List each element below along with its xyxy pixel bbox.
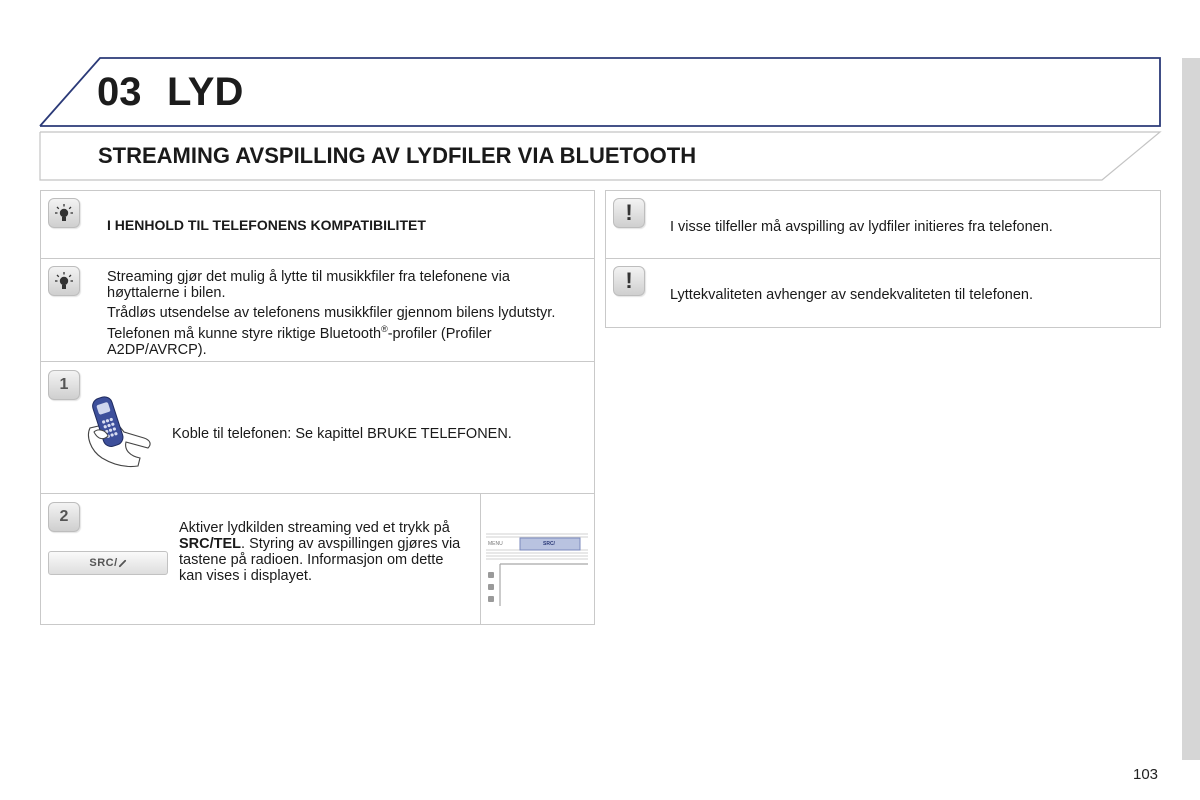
radio-menu-label: MENU [488,541,503,547]
lightbulb-icon [48,266,80,296]
src-tel-button[interactable] [48,551,168,575]
exclamation-icon: ! [613,198,645,228]
step2-number: 2 [48,502,80,532]
radio-src-label: SRC/ [543,541,555,547]
registered-mark: ® [381,324,388,334]
step1-text: Koble til telefonen: Se kapittel BRUKE TELEFONEN. [172,426,512,442]
section-title: STREAMING AVSPILLING AV LYDFILER VIA BLUETOOTH [98,143,697,168]
info-paragraph-2-end: -profiler (Profiler A2DP/AVRCP). [107,325,492,358]
warning1-text: I visse tilfeller må avspilling av lydfiler initieres fra telefonen. [670,219,1053,235]
compat-heading: I HENHOLD TIL TELEFONENS KOMPATIBILITET [107,217,426,233]
page-number: 103 [1133,766,1159,783]
src-button-label: SRC/ [89,557,118,569]
info-paragraph-1: Streaming gjør det mulig å lytte til musikkfiler fra telefonene via høyttalerne i bilen. [107,269,510,301]
info-paragraph-2 [107,305,582,358]
phone-in-hand-icon [84,392,154,470]
step1-number: 1 [48,370,80,400]
warning2-text: Lyttekvaliteten avhenger av sendekvaliteten til telefonen. [670,287,1034,303]
chapter-title: LYD [167,70,244,114]
step2-text-end: . Styring av avspillingen gjøres via tastene på radioen. Informasjon om dette kan vises i displayet. [179,536,461,584]
info-paragraph-2-text: Trådløs utsendelse av telefonens musikkfiler gjennom bilens lydutstyr. Telefonen må kunne styre riktige Bluetooth [107,305,556,342]
src-tel-keyword: SRC/TEL [179,536,242,552]
step2-text [179,520,469,584]
page-edge-strip [1182,58,1200,760]
lightbulb-icon [48,198,80,228]
handset-icon [118,559,127,568]
chapter-number: 03 [97,70,142,114]
exclamation-icon: ! [613,266,645,296]
step2-text-start: Aktiver lydkilden streaming ved et trykk på [179,520,450,536]
